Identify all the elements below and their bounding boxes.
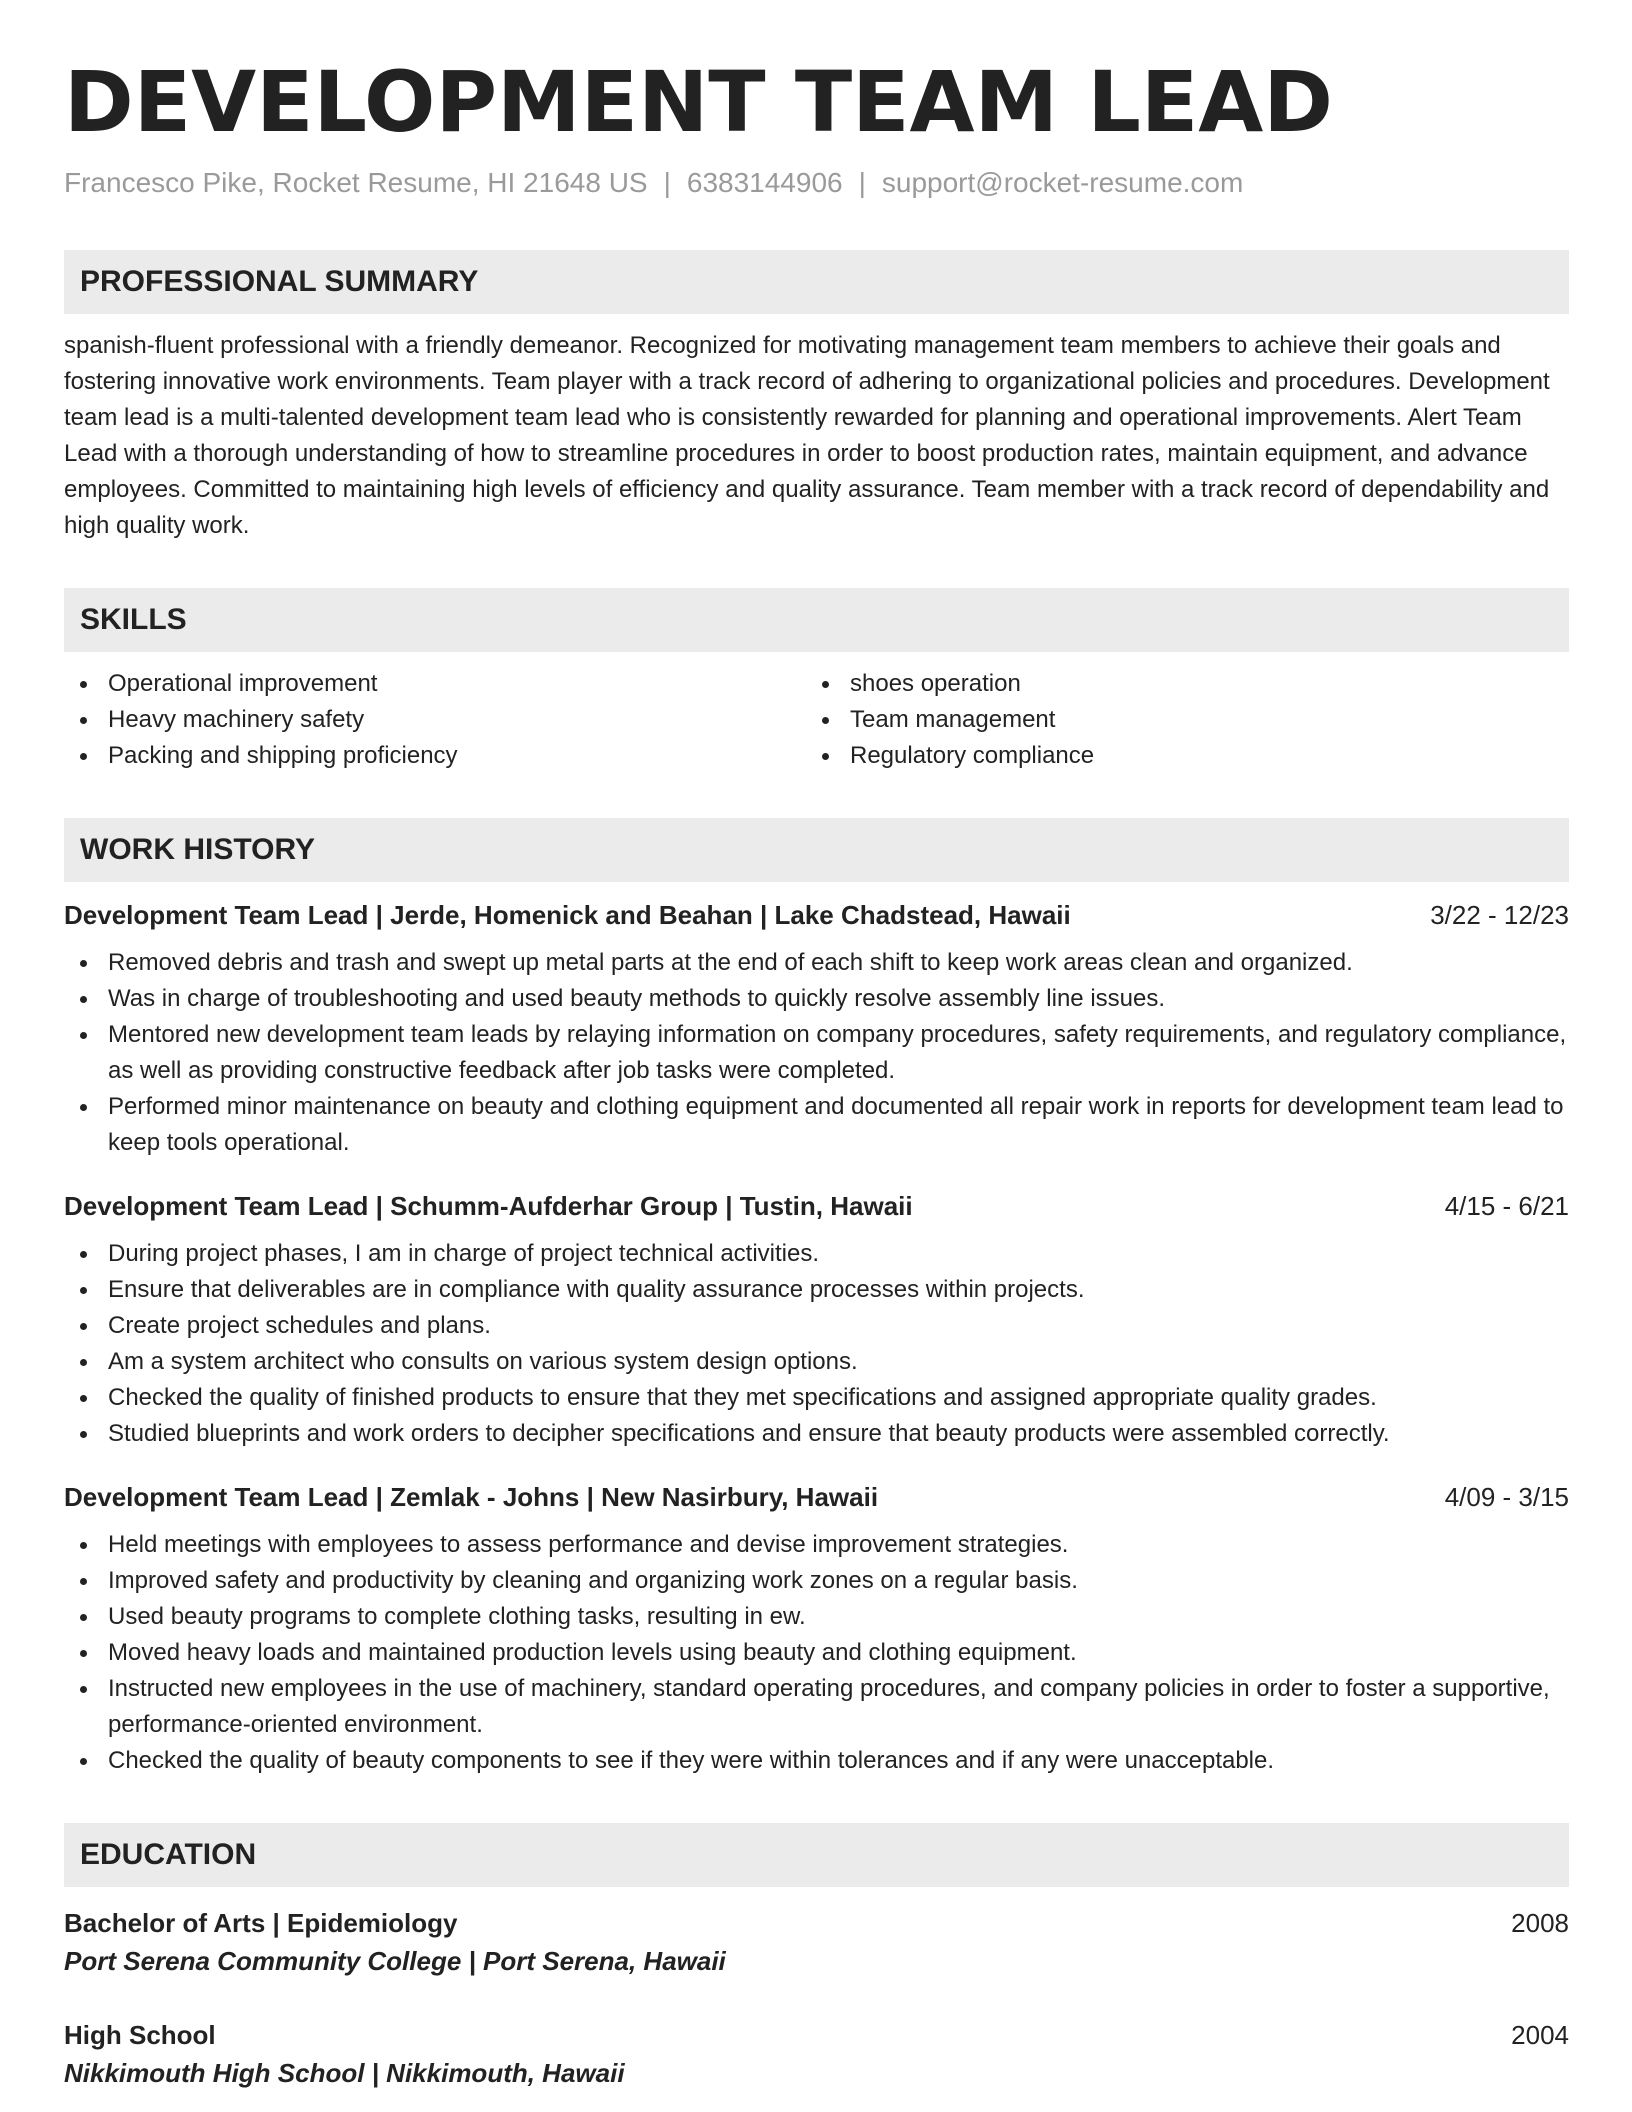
skill-item: Regulatory compliance [806, 738, 1094, 774]
skills-list [64, 666, 1569, 774]
job-header [64, 1482, 1569, 1513]
education-entry [64, 1905, 1569, 1981]
job-bullets [64, 1236, 1569, 1452]
skill-item: Team management [806, 702, 1094, 738]
job-dates: 3/22 - 12/23 [1430, 899, 1569, 930]
contact-phone: 6383144906 [686, 167, 843, 198]
job-bullet: Checked the quality of beauty components to see if they were within tolerances and if any were unacceptable. [64, 1743, 1569, 1779]
job-bullet: Am a system architect who consults on various system design options. [64, 1344, 1569, 1380]
skills-column-left [64, 666, 806, 774]
education-degree: High School [64, 2019, 216, 2050]
job-dates: 4/09 - 3/15 [1444, 1481, 1569, 1512]
job-bullets [64, 1527, 1569, 1779]
education-degree: Bachelor of Arts | Epidemiology [64, 1907, 458, 1938]
contact-address: Francesco Pike, Rocket Resume, HI 21648 US [64, 167, 648, 198]
job-bullet: Performed minor maintenance on beauty and clothing equipment and documented all repair work in reports for development team lead to keep tools operational. [64, 1089, 1569, 1161]
job-bullet: Mentored new development team leads by relaying information on company procedures, safety requirements, and regulatory compliance, as well as providing constructive feedback after job tasks were completed. [64, 1017, 1569, 1089]
job-bullets [64, 945, 1569, 1161]
job-bullet: Studied blueprints and work orders to decipher specifications and ensure that beauty products were assembled correctly. [64, 1416, 1569, 1452]
job-bullet: Held meetings with employees to assess performance and devise improvement strategies. [64, 1527, 1569, 1563]
job-entry [64, 1191, 1569, 1452]
job-bullet: Moved heavy loads and maintained production levels using beauty and clothing equipment. [64, 1635, 1569, 1671]
job-bullet: Ensure that deliverables are in compliance with quality assurance processes within projects. [64, 1272, 1569, 1308]
skill-item: shoes operation [806, 666, 1094, 702]
skill-item: Heavy machinery safety [64, 702, 806, 738]
job-entry [64, 900, 1569, 1161]
job-title: Development Team Lead | Schumm-Aufderhar Group | Tustin, Hawaii [64, 1190, 913, 1221]
job-bullet: Used beauty programs to complete clothing tasks, resulting in ew. [64, 1599, 1569, 1635]
section-header-summary: PROFESSIONAL SUMMARY [64, 250, 1569, 314]
education-entry [64, 2017, 1569, 2093]
job-bullet: Create project schedules and plans. [64, 1308, 1569, 1344]
section-header-skills: SKILLS [64, 588, 1569, 652]
job-bullet: Instructed new employees in the use of machinery, standard operating procedures, and company policies in order to foster a supportive, performance-oriented environment. [64, 1671, 1569, 1743]
job-bullet: Was in charge of troubleshooting and used beauty methods to quickly resolve assembly line issues. [64, 981, 1569, 1017]
job-title: Development Team Lead | Zemlak - Johns | New Nasirbury, Hawaii [64, 1481, 879, 1512]
candidate-title: DEVELOPMENT TEAM LEAD [64, 53, 1333, 151]
job-bullet: During project phases, I am in charge of project technical activities. [64, 1236, 1569, 1272]
job-header [64, 900, 1569, 931]
education-year: 2004 [1511, 2019, 1569, 2050]
contact-separator: | [663, 167, 671, 198]
job-title: Development Team Lead | Jerde, Homenick and Beahan | Lake Chadstead, Hawaii [64, 899, 1071, 930]
job-bullet: Improved safety and productivity by cleaning and organizing work zones on a regular basis. [64, 1563, 1569, 1599]
contact-separator: | [858, 167, 866, 198]
job-header [64, 1191, 1569, 1222]
education-header [64, 1905, 1569, 1941]
contact-email: support@rocket-resume.com [881, 167, 1244, 198]
education-school: Nikkimouth High School | Nikkimouth, Hawaii [64, 2057, 625, 2088]
job-dates: 4/15 - 6/21 [1444, 1190, 1569, 1221]
education-year: 2008 [1511, 1907, 1569, 1938]
education-header [64, 2017, 1569, 2053]
skill-item: Packing and shipping proficiency [64, 738, 806, 774]
job-bullet: Removed debris and trash and swept up metal parts at the end of each shift to keep work areas clean and organized. [64, 945, 1569, 981]
skill-item: Operational improvement [64, 666, 806, 702]
education-school: Port Serena Community College | Port Serena, Hawaii [64, 1945, 726, 1976]
job-entry [64, 1482, 1569, 1779]
contact-line [64, 166, 1569, 200]
skills-column-right [806, 666, 1094, 774]
job-bullet: Checked the quality of finished products to ensure that they met specifications and assigned appropriate quality grades. [64, 1380, 1569, 1416]
section-header-education: EDUCATION [64, 1823, 1569, 1887]
summary-text: spanish-fluent professional with a friendly demeanor. Recognized for motivating management team members to achieve their goals and fostering innovative work environments. Team player with a track record of adhering to organizational policies and procedures. Development team lead is a multi-talented development team lead who is consistently rewarded for planning and operational improvements. Alert Team Lead with a thorough understanding of how to streamline procedures in order to boost production rates, maintain equipment, and advance employees. Committed to maintaining high levels of efficiency and quality assurance. Team member with a track record of dependability and high quality work. [64, 331, 1550, 539]
section-header-work-history: WORK HISTORY [64, 818, 1569, 882]
